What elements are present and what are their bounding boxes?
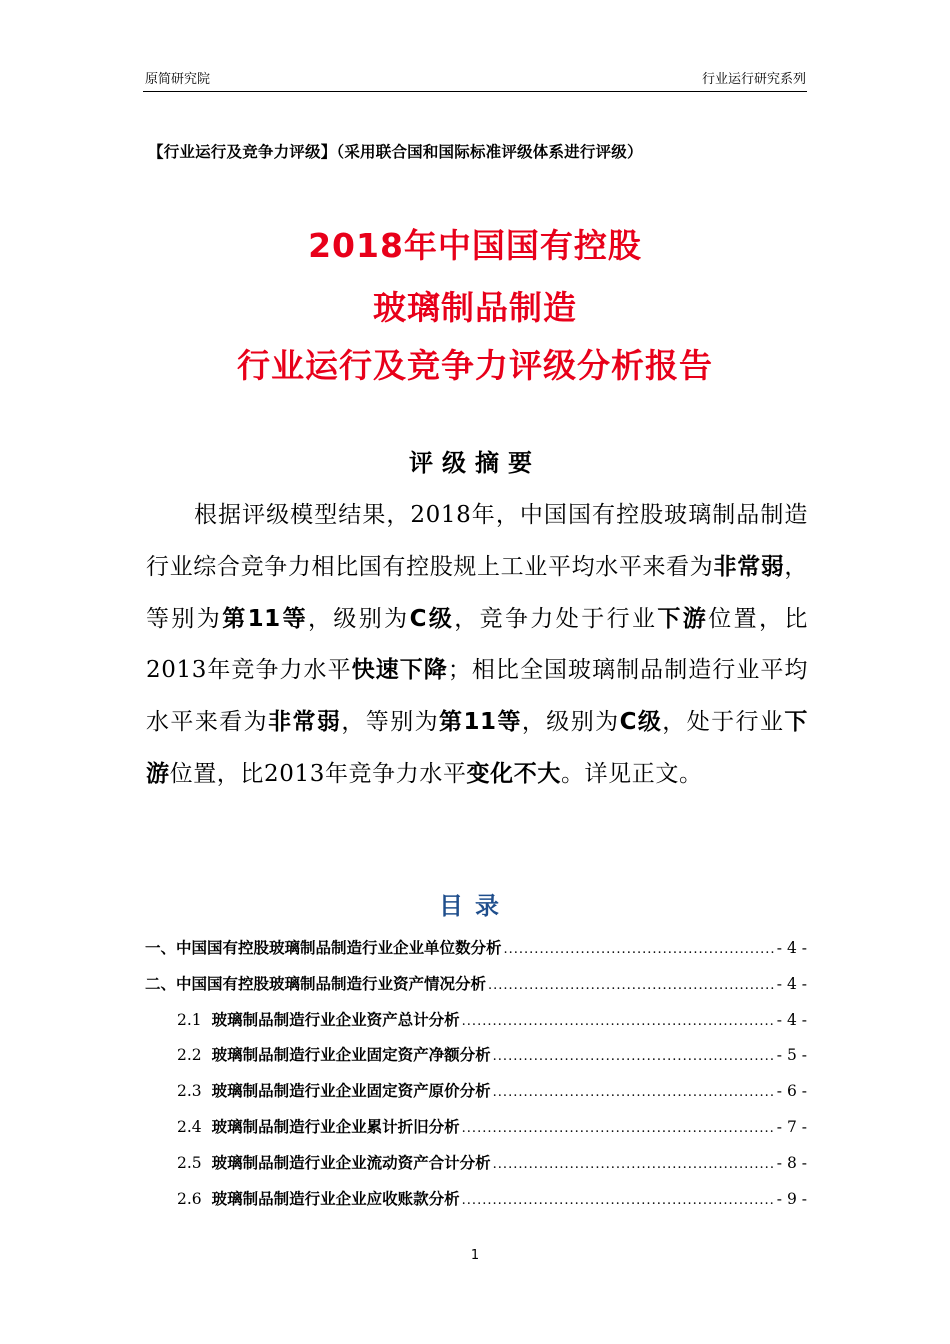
summary-text: 位置，比2013年竞争力水平: [169, 760, 467, 787]
toc-leader-dots: [462, 1193, 775, 1208]
summary-emphasis: 第11等: [439, 709, 522, 736]
toc-entry-page: - 4 -: [776, 939, 807, 957]
toc-heading: 目录: [439, 892, 511, 920]
toc-entry-page: - 4 -: [776, 1010, 807, 1029]
summary-emphasis: 非常弱: [713, 553, 785, 580]
report-title-line-3: 行业运行及竞争力评级分析报告: [237, 346, 713, 385]
summary-emphasis: C级: [619, 709, 663, 736]
summary-text: ，等别为: [146, 553, 808, 632]
header-left: 原简研究院: [145, 72, 211, 87]
summary-text: ，等别为: [341, 709, 440, 736]
toc-entry[interactable]: [145, 1079, 807, 1115]
report-title-line-2: 玻璃制品制造: [373, 288, 577, 327]
toc-entry[interactable]: [145, 1043, 807, 1079]
toc-entry-page: - 5 -: [776, 1046, 807, 1065]
toc-entry-number: 2.5: [177, 1153, 202, 1172]
summary-emphasis: 下游: [146, 709, 808, 787]
summary-text: ，处于行业: [662, 709, 785, 736]
summary-text: ，级别为: [307, 605, 410, 632]
toc-entry-page: - 8 -: [776, 1153, 807, 1172]
toc-entry[interactable]: [145, 1187, 807, 1223]
toc-entry-number: 2.1: [177, 1010, 202, 1029]
page-number: 1: [470, 1248, 480, 1263]
toc-entry-page: - 4 -: [776, 974, 807, 993]
toc-entry-number: 2.6: [177, 1189, 202, 1208]
toc-leader-dots: [504, 942, 775, 957]
toc-entry-page: - 7 -: [776, 1117, 807, 1136]
toc-entry-label: 玻璃制品制造行业企业固定资产净额分析: [211, 1046, 491, 1065]
summary-text: ，竞争力处于行业: [454, 605, 658, 632]
toc-entry-label: 二、中国国有控股玻璃制品制造行业资产情况分析: [145, 974, 487, 993]
toc-entry-label: 一、中国国有控股玻璃制品制造行业企业单位数分析: [145, 939, 502, 957]
summary-text: 根据评级模型结果，2018年，中国国有控股玻璃制品制造行业综合竞争力相比国有控股规上工业平均水平来看为: [146, 502, 808, 580]
toc-entry-label: 玻璃制品制造行业企业累计折旧分析: [211, 1117, 460, 1136]
toc-entry[interactable]: [145, 1008, 807, 1044]
toc-entry-label: 玻璃制品制造行业企业流动资产合计分析: [211, 1153, 491, 1172]
summary-emphasis: 下游: [657, 605, 709, 632]
summary-emphasis: 非常弱: [268, 709, 342, 736]
report-title-line-1: 2018年中国国有控股: [308, 226, 642, 265]
summary-text: 。详见正文。: [560, 760, 703, 787]
toc-entry-page: - 6 -: [776, 1082, 807, 1101]
toc-leader-dots: [488, 978, 775, 993]
toc-leader-dots: [462, 1014, 775, 1029]
toc-entry-number: 2.2: [177, 1046, 202, 1065]
toc-entry[interactable]: [145, 1151, 807, 1187]
table-of-contents: [145, 936, 807, 1222]
header-divider: [143, 91, 807, 92]
toc-entry-page: - 9 -: [776, 1189, 807, 1208]
toc-entry-number: 2.4: [177, 1117, 202, 1136]
toc-leader-dots: [493, 1085, 775, 1100]
summary-heading: 评级摘要: [409, 449, 541, 477]
toc-leader-dots: [493, 1157, 775, 1172]
summary-text: 位置，比2013年竞争力水平: [146, 605, 808, 684]
toc-entry[interactable]: [145, 1115, 807, 1151]
report-subtitle: 【行业运行及竞争力评级】（采用联合国和国际标准评级体系进行评级）: [148, 143, 643, 161]
summary-emphasis: 快速下降: [351, 657, 448, 684]
header-right: 行业运行研究系列: [701, 72, 806, 87]
summary-paragraph: [146, 490, 808, 801]
toc-entry-label: 玻璃制品制造行业企业应收账款分析: [211, 1189, 460, 1208]
toc-leader-dots: [462, 1121, 775, 1136]
toc-entry[interactable]: [145, 972, 807, 1008]
summary-text: ；相比全国玻璃制品制造行业平均水平来看为: [146, 657, 808, 736]
summary-emphasis: C级: [409, 605, 455, 632]
summary-text: ，级别为: [521, 709, 620, 736]
toc-entry-label: 玻璃制品制造行业企业资产总计分析: [211, 1010, 460, 1029]
toc-leader-dots: [493, 1049, 775, 1064]
toc-entry[interactable]: [145, 936, 807, 972]
summary-emphasis: 变化不大: [466, 760, 561, 787]
toc-entry-label: 玻璃制品制造行业企业固定资产原价分析: [211, 1082, 491, 1101]
summary-emphasis: 第11等: [222, 605, 308, 632]
toc-entry-number: 2.3: [177, 1082, 202, 1101]
